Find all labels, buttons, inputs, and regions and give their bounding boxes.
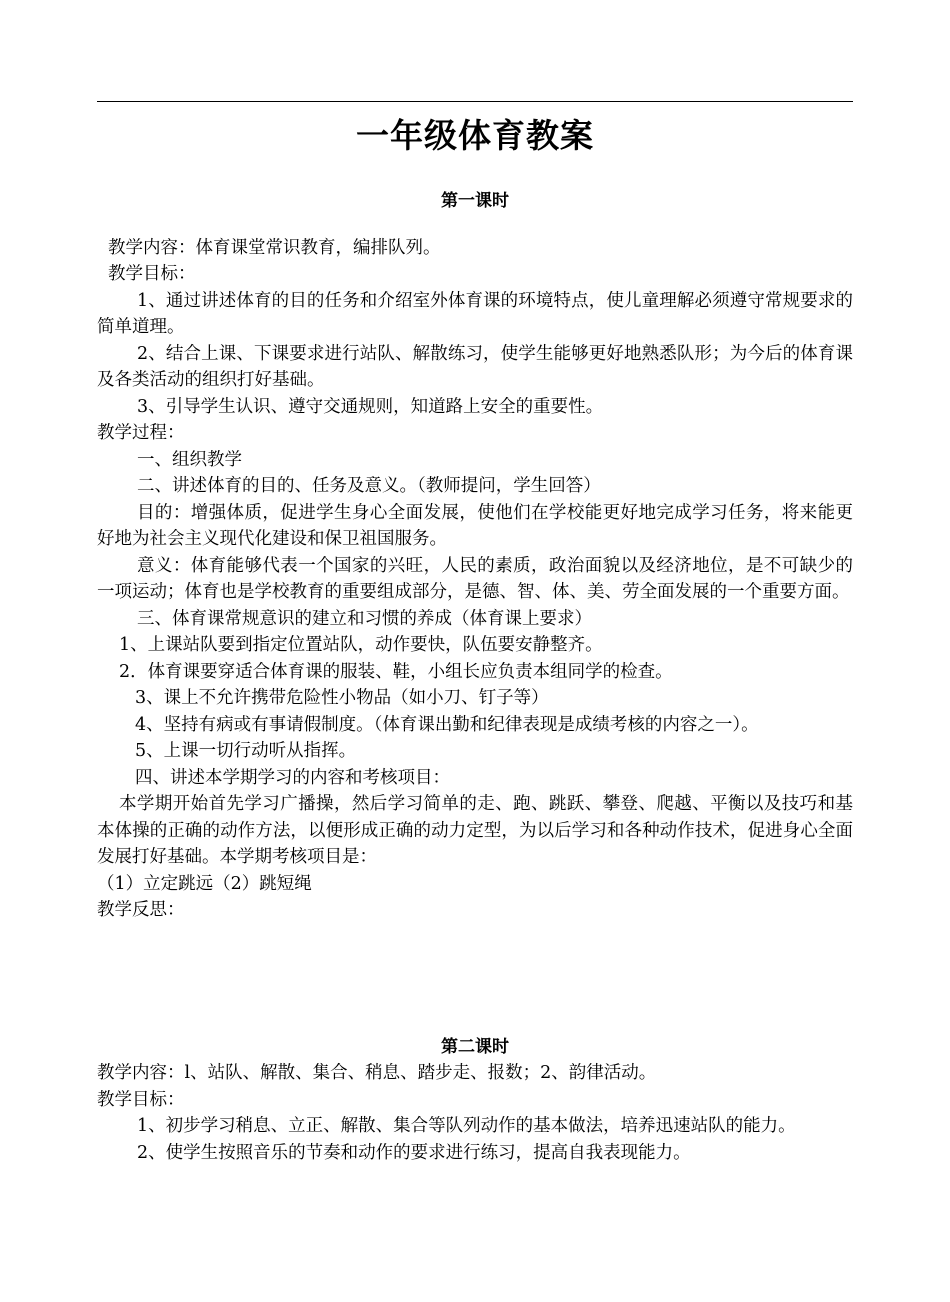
lesson1-rule-4: 4、坚持有病或有事请假制度。（体育课出勤和纪律表现是成绩考核的内容之一）。 — [135, 714, 759, 735]
lesson1-goals-label: 教学目标： — [108, 264, 196, 284]
lesson1-goal-2: 2、结合上课、下课要求进行站队、解散练习，使学生能够更好地熟悉队形；为今后的体育课及各类活动的组织打好基础。 — [97, 343, 853, 390]
lesson1-content: 教学内容：体育课堂常识教育，编排队列。 — [108, 237, 441, 258]
lesson1-reflection-label: 教学反思： — [97, 900, 185, 920]
document-body — [97, 188, 853, 1166]
lesson1-rule-2: 2．体育课要穿适合体育课的服装、鞋，小组长应负责本组同学的检查。 — [119, 661, 673, 682]
lesson2-content: 教学内容：l、站队、解散、集合、稍息、踏步走、报数；2、韵律活动。 — [97, 1063, 657, 1083]
lesson1-process-label: 教学过程： — [97, 423, 185, 443]
lesson1-step-4: 四、讲述本学期学习的内容和考核项目： — [135, 767, 450, 788]
lesson1-rule-3: 3、课上不允许携带危险性小物品（如小刀、钉子等） — [135, 688, 549, 708]
lesson1-step-2: 二、讲述体育的目的、任务及意义。（教师提问，学生回答） — [137, 476, 601, 496]
lesson2-heading: 第二课时 — [441, 1036, 509, 1057]
lesson2-goal-2: 2、使学生按照音乐的节奏和动作的要求进行练习，提高自我表现能力。 — [137, 1142, 691, 1163]
lesson1-goal-3: 3、引导学生认识、遵守交通规则，知道路上安全的重要性。 — [137, 396, 604, 417]
lesson1-step-1: 一、组织教学 — [137, 449, 242, 470]
lesson1-goal-1: 1、通过讲述体育的目的任务和介绍室外体育课的环境特点，使儿童理解必须遵守常规要求的简单道理。 — [97, 290, 853, 337]
lesson1-rule-1: 1、上课站队要到指定位置站队，动作要快，队伍要安静整齐。 — [119, 635, 603, 655]
lesson1-heading: 第一课时 — [441, 191, 509, 211]
lesson1-rule-5: 5、上课一切行动听从指挥。 — [135, 741, 357, 761]
lesson1-semester: 本学期开始首先学习广播操，然后学习简单的走、跑、跳跃、攀登、爬越、平衡以及技巧和基本体操的正确的动作方法，以便形成正确的动力定型，为以后学习和各种动作技术，促进身心全面发展打好基础。本学期考核项目是： — [97, 794, 853, 867]
lesson1-exam-items: （1）立定跳远（2）跳短绳 — [97, 873, 312, 894]
header-rule — [97, 101, 853, 102]
lesson2-goal-1: 1、初步学习稍息、立正、解散、集合等队列动作的基本做法，培养迅速站队的能力。 — [137, 1116, 796, 1136]
document-title: 一年级体育教案 — [356, 116, 594, 155]
lesson1-meaning: 意义：体育能够代表一个国家的兴旺，人民的素质，政治面貌以及经济地位，是不可缺少的一项运动；体育也是学校教育的重要组成部分，是德、智、体、美、劳全面发展的一个重要方面。 — [97, 555, 853, 602]
lesson1-purpose: 目的：增强体质，促进学生身心全面发展，使他们在学校能更好地完成学习任务，将来能更好地为社会主义现代化建设和保卫祖国服务。 — [97, 502, 853, 549]
lesson2-goals-label: 教学目标： — [97, 1089, 185, 1110]
reflection-blank-space — [97, 924, 853, 1034]
lesson1-step-3: 三、体育课常规意识的建立和习惯的养成（体育课上要求） — [137, 608, 592, 629]
